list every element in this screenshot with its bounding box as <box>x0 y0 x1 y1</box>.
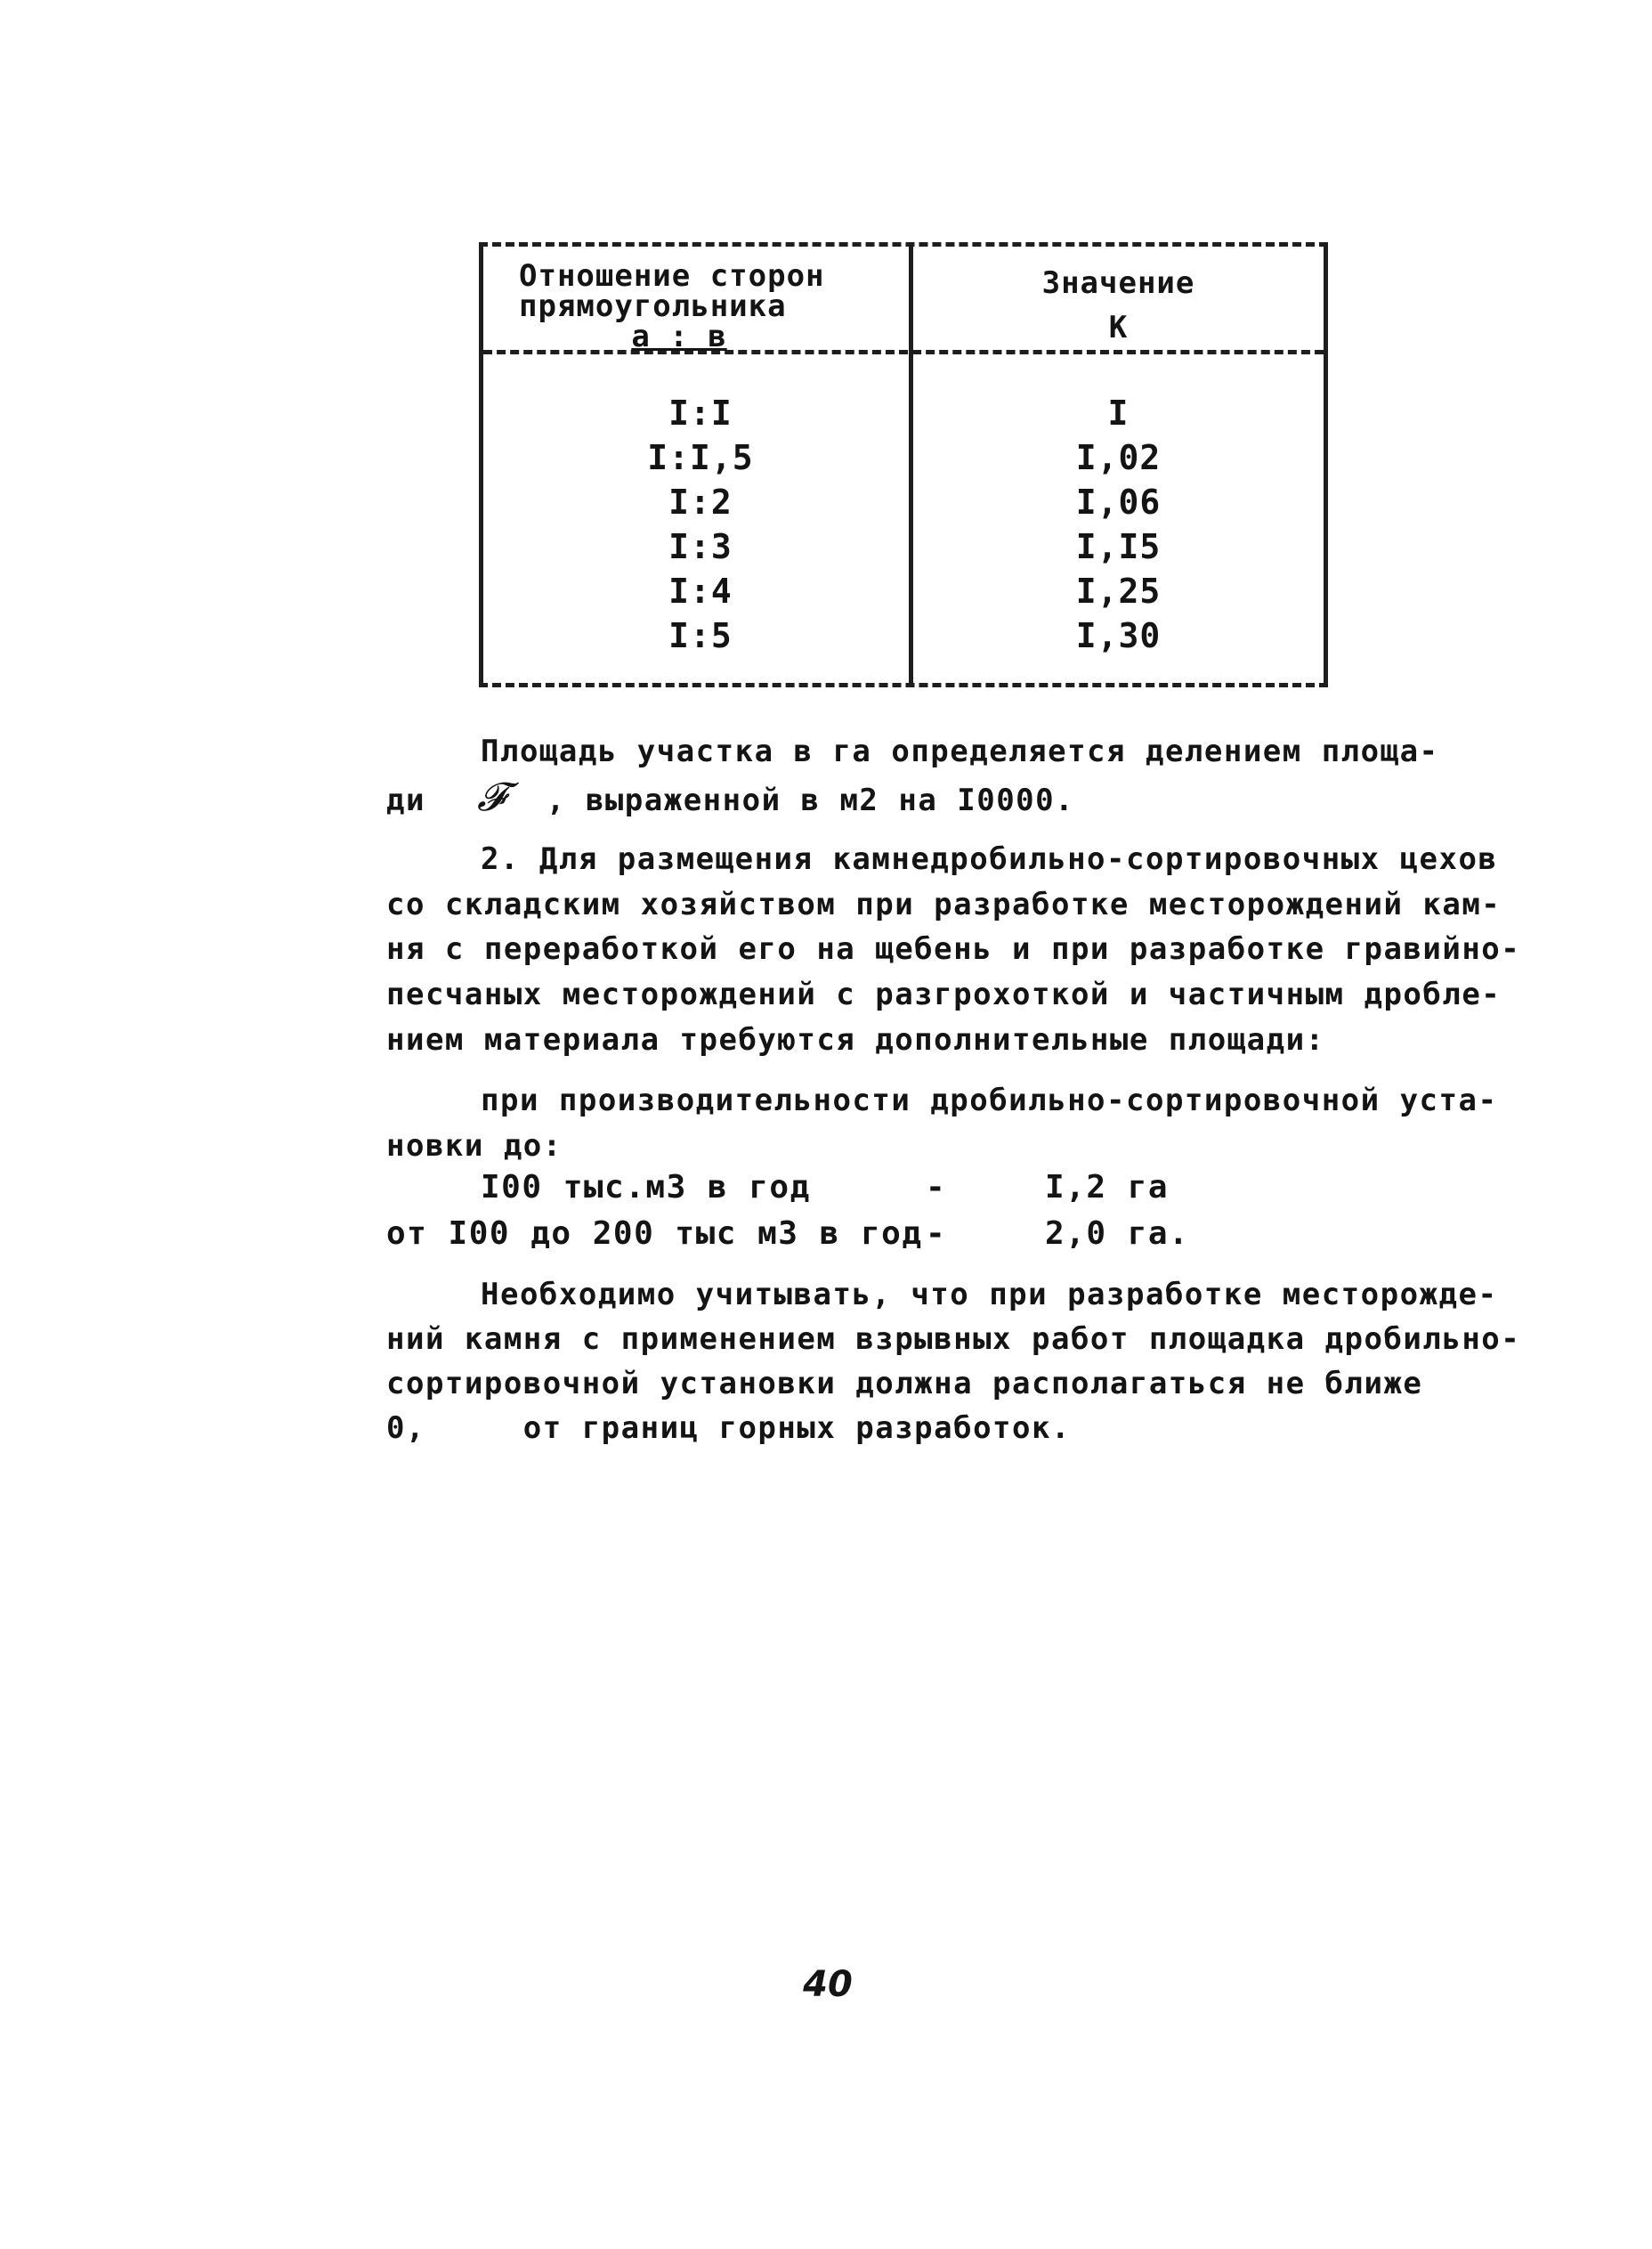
table-cell-ratio: I:3 <box>668 527 733 566</box>
header-ratio-line1: Отношение сторон <box>519 258 825 294</box>
page-number: 40 <box>803 1964 853 2005</box>
table-ratio-column <box>483 391 909 658</box>
area-symbol-f: 𝓕 <box>476 775 507 820</box>
table-header-ratio <box>519 258 875 354</box>
header-ratio-line2: прямоугольника <box>519 288 787 324</box>
productivity-row <box>386 1214 1190 1254</box>
k-coefficient-table <box>479 242 1328 687</box>
paragraph-crushing-line4: песчаных месторождений с разгрохоткой и частичным дробле- <box>386 977 1502 1012</box>
paragraph-productivity-line1: при производительности дробильно-сортировочной уста- <box>481 1083 1498 1118</box>
productivity-area: 2,0 га. <box>1045 1215 1190 1252</box>
paragraph-area-line1: Площадь участка в га определяется делением площа- <box>481 734 1439 769</box>
area-text-end: , выраженной в м2 на I0000. <box>546 783 1075 818</box>
table-cell-ratio: I:5 <box>668 616 733 655</box>
table-cell-ratio: I:I,5 <box>647 438 754 477</box>
paragraph-crushing-line2: со складским хозяйством при разработке месторождений кам- <box>386 887 1502 922</box>
paragraph-crushing-line3: ня с переработкой его на щебень и при разработке гравийно- <box>386 931 1521 967</box>
table-cell-k: I,06 <box>1075 483 1162 522</box>
table-cell-ratio: I:I <box>668 394 733 433</box>
paragraph-crushing-line5: нием материала требуются дополнительные площади: <box>386 1022 1325 1058</box>
productivity-range: I00 тыс.м3 в год <box>481 1169 811 1206</box>
paragraph-blasting-line4: 0, от границ горных разработок. <box>386 1410 1071 1446</box>
productivity-row <box>386 1168 1187 1207</box>
productivity-dash: - <box>926 1169 947 1206</box>
paragraph-productivity-line2: новки до: <box>386 1128 563 1164</box>
table-cell-k: I,25 <box>1075 572 1162 611</box>
table-cell-ratio: I:2 <box>668 483 733 522</box>
paragraph-blasting-line3: сортировочной установки должна располагаться не ближе <box>386 1366 1423 1401</box>
paragraph-blasting-line1: Необходимо учитывать, что при разработке месторожде- <box>481 1277 1498 1312</box>
productivity-range: от I00 до 200 тыс м3 в год <box>386 1215 923 1252</box>
table-cell-k: I,02 <box>1075 438 1162 477</box>
paragraph-area-line2 <box>386 775 1075 820</box>
productivity-dash: - <box>926 1215 947 1252</box>
header-ratio-line3: а : в <box>631 319 727 354</box>
area-text-start: ди <box>386 783 425 818</box>
paragraph-crushing-line1: 2. Для размещения камнедробильно-сортировочных цехов <box>481 841 1498 877</box>
header-k-line2: К <box>1108 310 1129 345</box>
table-cell-k: I <box>1107 394 1130 433</box>
table-header-k <box>913 261 1324 350</box>
table-cell-k: I,30 <box>1075 616 1162 655</box>
paragraph-blasting-line2: ний камня с применением взрывных работ площадка дробильно- <box>386 1321 1521 1357</box>
table-cell-ratio: I:4 <box>668 572 733 611</box>
header-k-line1: Значение <box>1041 265 1195 301</box>
table-k-column <box>913 391 1324 658</box>
productivity-area: I,2 га <box>1045 1169 1170 1206</box>
table-cell-k: I,I5 <box>1075 527 1162 566</box>
